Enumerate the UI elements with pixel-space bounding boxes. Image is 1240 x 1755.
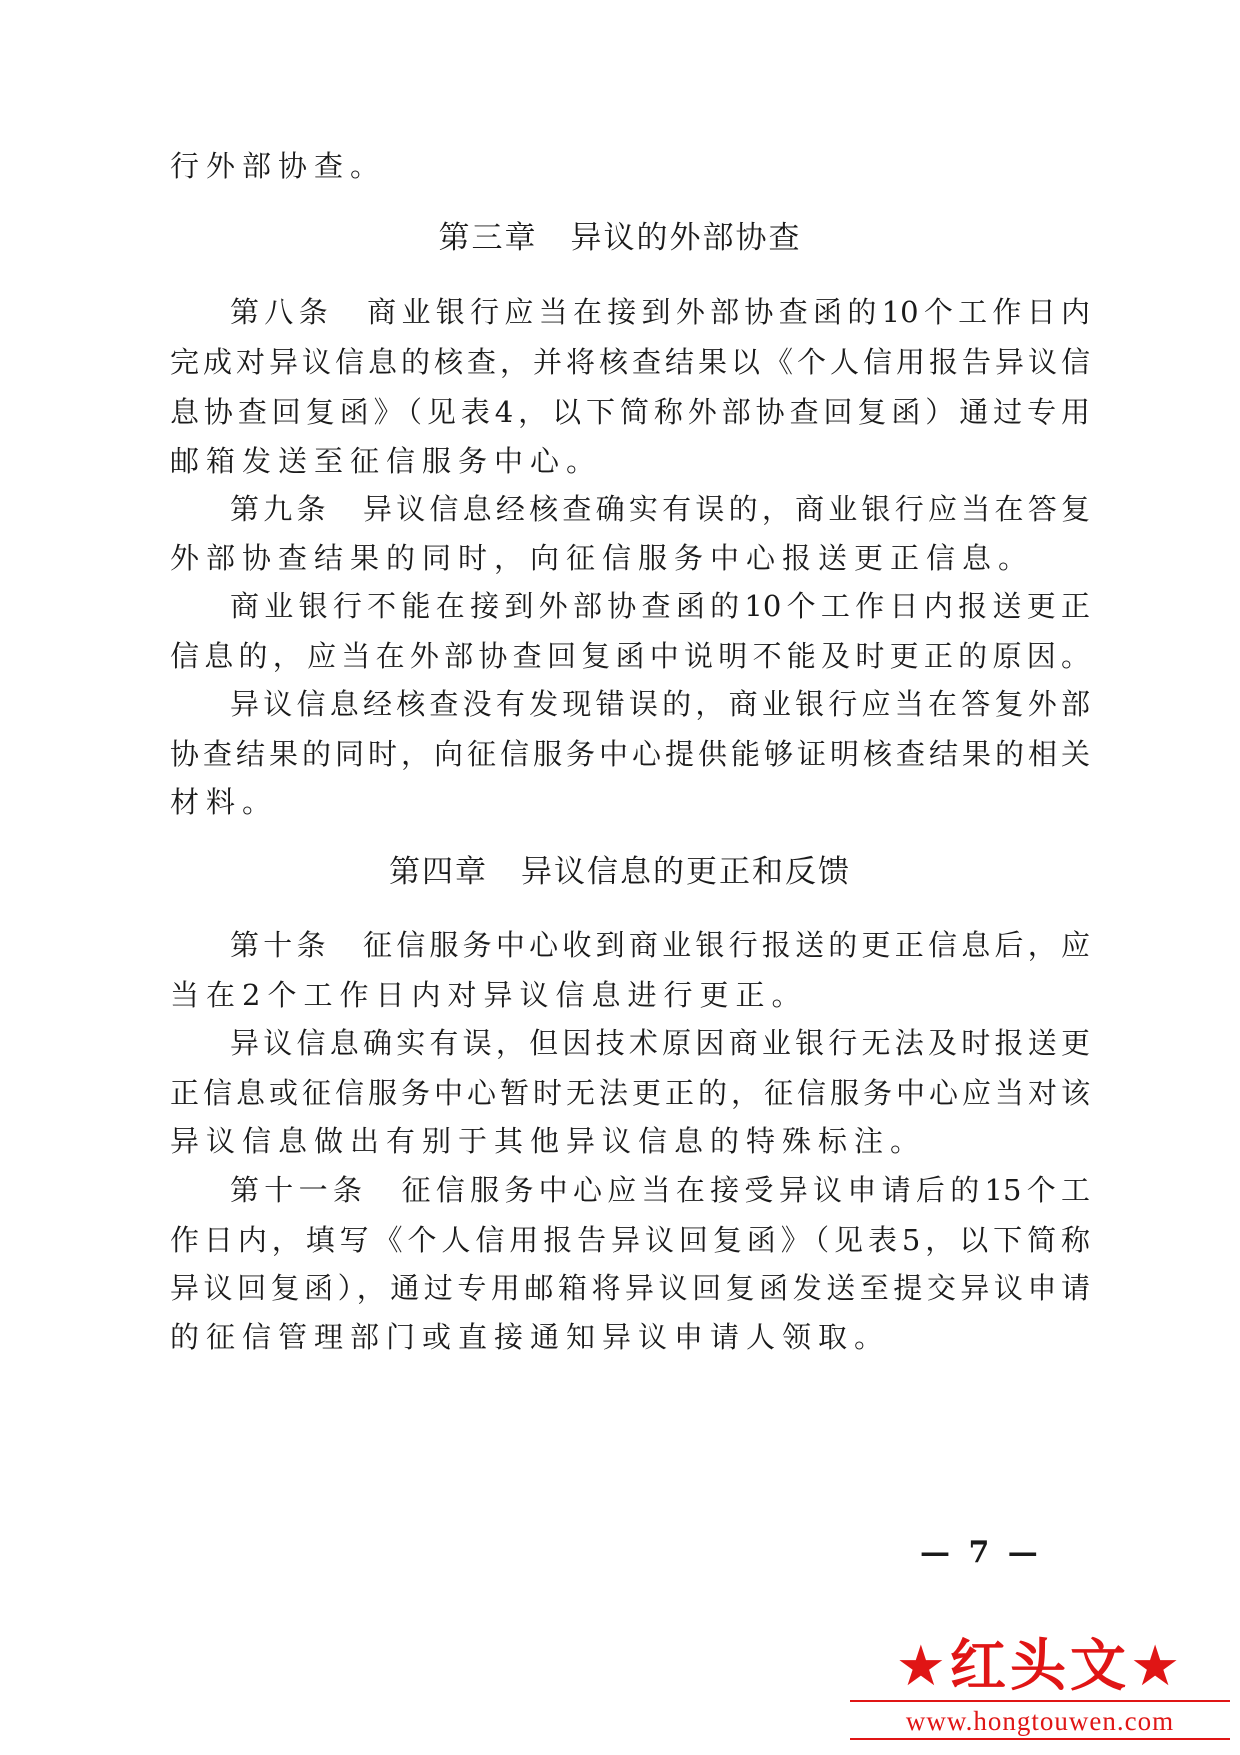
text-line: 当在2个工作日内对异议信息进行更正。 [170, 978, 808, 1012]
text-line: 第十条 征信服务中心收到商业银行报送的更正信息后，应 [230, 928, 1090, 962]
text-line: 第九条 异议信息经核查确实有误的，商业银行应当在答复 [230, 492, 1090, 526]
text-line: 信息的，应当在外部协查回复函中说明不能及时更正的原因。 [170, 639, 1090, 673]
text-line: 作日内，填写《个人信用报告异议回复函》（见表5，以下简称 [170, 1223, 1090, 1257]
text-line: 第十一条 征信服务中心应当在接受异议申请后的15个工 [230, 1173, 1090, 1207]
watermark-logo [850, 1622, 1230, 1742]
text-line: 异议信息做出有别于其他异议信息的特殊标注。 [170, 1124, 927, 1158]
text-line: 商业银行不能在接到外部协查函的10个工作日内报送更正 [230, 589, 1090, 623]
text-line: 完成对异议信息的核查，并将核查结果以《个人信用报告异议信 [170, 345, 1090, 379]
watermark-url: www.hongtouwen.com [905, 1706, 1175, 1736]
chapter-heading: 第三章 异议的外部协查 [438, 220, 802, 256]
page-number: — 7 — [920, 1535, 1042, 1570]
text-line: 息协查回复函》（见表4，以下简称外部协查回复函）通过专用 [170, 395, 1090, 429]
text-line: 的征信管理部门或直接通知异议申请人领取。 [170, 1320, 891, 1354]
text-line: 邮箱发送至征信服务中心。 [170, 444, 603, 478]
watermark-rule-top [850, 1700, 1230, 1702]
watermark-rule-bottom [850, 1738, 1230, 1740]
text-line: 第八条 商业银行应当在接到外部协查函的10个工作日内 [230, 295, 1090, 329]
text-line: 正信息或征信服务中心暂时无法更正的，征信服务中心应当对该 [170, 1076, 1090, 1110]
text-line: 异议信息经核查没有发现错误的，商业银行应当在答复外部 [230, 687, 1090, 721]
chapter-heading: 第四章 异议信息的更正和反馈 [389, 854, 851, 890]
text-line: 行外部协查。 [170, 149, 387, 183]
text-line: 异议信息确实有误，但因技术原因商业银行无法及时报送更 [230, 1026, 1090, 1060]
watermark-title: ★红头文★ [895, 1634, 1185, 1699]
text-line: 材料。 [170, 785, 279, 819]
text-line: 外部协查结果的同时，向征信服务中心报送更正信息。 [170, 541, 1035, 575]
text-line: 协查结果的同时，向征信服务中心提供能够证明核查结果的相关 [170, 737, 1090, 771]
text-line: 异议回复函），通过专用邮箱将异议回复函发送至提交异议申请 [170, 1271, 1090, 1305]
